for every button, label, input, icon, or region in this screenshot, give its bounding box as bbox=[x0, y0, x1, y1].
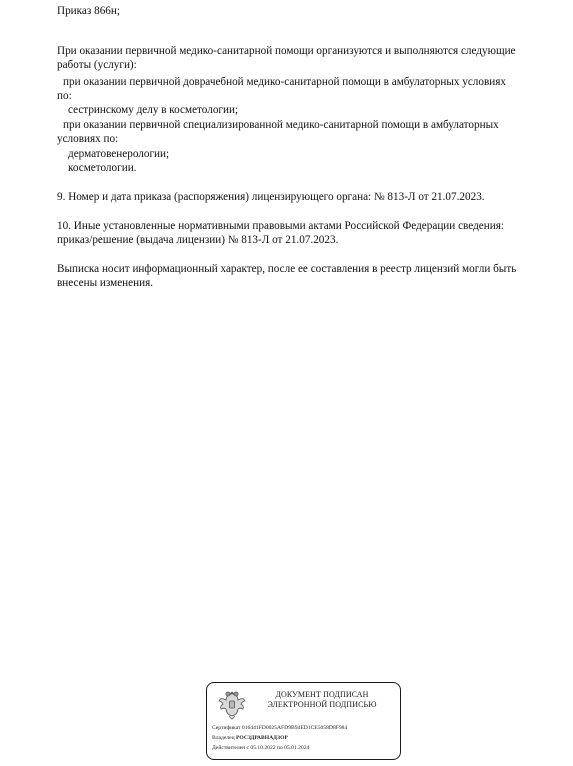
russia-coat-of-arms-icon bbox=[217, 688, 247, 720]
text-line: дерматовенерологии; bbox=[68, 148, 170, 160]
text-line: Приказ 866н; bbox=[57, 5, 120, 17]
text-line: при оказании первичной доврачебной медико-санитарной помощи в амбулаторных условиях bbox=[63, 76, 506, 88]
owner-value: РОСЗДРАВНАДЗОР bbox=[236, 735, 288, 741]
text-line: при оказании первичной специализированной медико-санитарной помощи в амбулаторных bbox=[63, 119, 499, 131]
certificate-row bbox=[212, 724, 347, 732]
section-9-text: 9. Номер и дата приказа (распоряжения) лицензирующего органа: № 813-Л от 21.07.2023. bbox=[57, 191, 485, 203]
signature-subtitle: ЭЛЕКТРОННОЙ ПОДПИСЬЮ bbox=[267, 700, 377, 709]
certificate-value: 016441FD0025AFD9B94ED1CE5058D8F984 bbox=[241, 725, 348, 731]
disclaimer-text: Выписка носит информационный характер, после ее составления в реестр лицензий могли быть bbox=[57, 263, 517, 275]
signature-title: ДОКУМЕНТ ПОДПИСАН bbox=[275, 690, 369, 699]
validity-row: Действителен с 05.10.2022 по 05.01.2024 bbox=[212, 745, 310, 751]
section-10-text: 10. Иные установленные нормативными правовыми актами Российской Федерации сведения: bbox=[57, 220, 504, 232]
text-line: При оказании первичной медико-санитарной помощи организуются и выполняются следующие bbox=[57, 45, 516, 57]
text-line: условиях по: bbox=[57, 133, 119, 145]
electronic-signature-stamp bbox=[206, 682, 401, 760]
text-line: сестринскому делу в косметологии; bbox=[68, 104, 239, 116]
section-10-text-cont: приказ/решение (выдача лицензии) № 813-Л от 21.07.2023. bbox=[57, 234, 339, 246]
text-line: по: bbox=[57, 90, 72, 102]
owner-row bbox=[212, 734, 288, 742]
certificate-label: Сертификат bbox=[212, 725, 241, 731]
text-line: работы (услуги): bbox=[57, 59, 137, 71]
text-line: косметологии. bbox=[68, 162, 137, 174]
disclaimer-text-cont: внесены изменения. bbox=[57, 277, 154, 289]
owner-label: Владелец bbox=[212, 735, 235, 741]
